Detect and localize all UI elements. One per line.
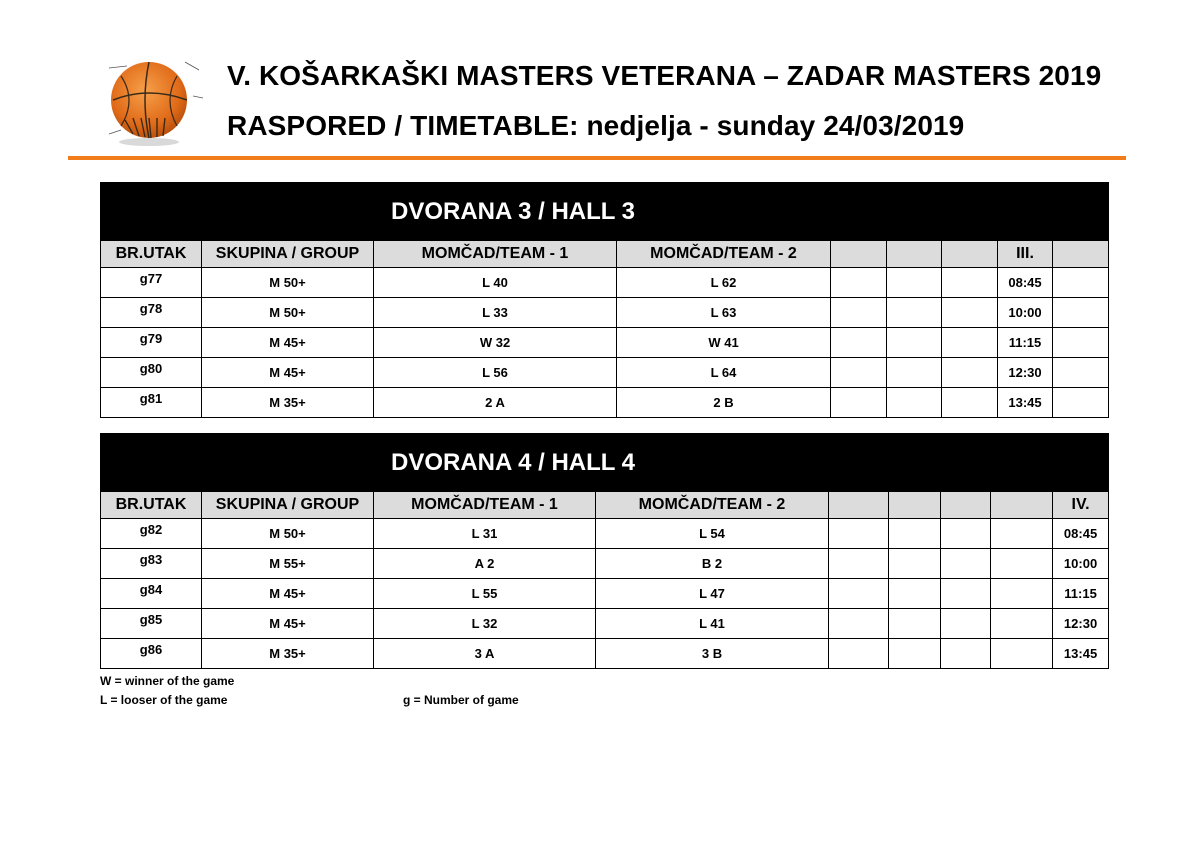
game-number: g77: [101, 268, 202, 298]
blank-cell: [889, 519, 941, 549]
time-cell: 11:15: [1053, 579, 1109, 609]
group-cell: M 45+: [202, 328, 374, 358]
game-number: g80: [101, 358, 202, 388]
blank-cell: [831, 298, 887, 328]
blank-cell: [829, 639, 889, 669]
team2-cell: L 62: [617, 268, 831, 298]
header-blank: [829, 492, 889, 519]
blank-cell: [831, 328, 887, 358]
blank-cell: [831, 268, 887, 298]
blank-cell: [941, 549, 991, 579]
team1-cell: L 31: [374, 519, 596, 549]
blank-cell: [942, 358, 998, 388]
hall4-header-row: [101, 492, 1109, 519]
table-row: [101, 298, 1109, 328]
blank-cell: [829, 579, 889, 609]
header-blank: [991, 492, 1053, 519]
team1-cell: 3 A: [374, 639, 596, 669]
time-cell: 11:15: [998, 328, 1053, 358]
team2-cell: L 41: [596, 609, 829, 639]
team1-cell: W 32: [374, 328, 617, 358]
blank-cell: [829, 549, 889, 579]
group-cell: M 50+: [202, 519, 374, 549]
time-cell: 12:30: [1053, 609, 1109, 639]
blank-cell: [887, 298, 942, 328]
game-number: g84: [101, 579, 202, 609]
blank-cell: [941, 519, 991, 549]
time-cell: 10:00: [998, 298, 1053, 328]
blank-cell: [889, 579, 941, 609]
blank-cell: [991, 639, 1053, 669]
blank-cell: [829, 519, 889, 549]
game-number: g85: [101, 609, 202, 639]
table-row: [101, 268, 1109, 298]
blank-cell: [889, 549, 941, 579]
time-cell: 13:45: [998, 388, 1053, 418]
team2-cell: L 47: [596, 579, 829, 609]
blank-cell: [991, 549, 1053, 579]
header-blank: [942, 241, 998, 268]
header-group: SKUPINA / GROUP: [202, 492, 374, 519]
table-row: [101, 519, 1109, 549]
blank-cell: [941, 609, 991, 639]
group-cell: M 45+: [202, 579, 374, 609]
blank-cell: [889, 639, 941, 669]
team1-cell: 2 A: [374, 388, 617, 418]
blank-cell: [942, 268, 998, 298]
header-team-2: MOMČAD/TEAM - 2: [596, 492, 829, 519]
header-blank: [889, 492, 941, 519]
header-blank: [941, 492, 991, 519]
table-row: [101, 328, 1109, 358]
team2-cell: 3 B: [596, 639, 829, 669]
time-cell: 08:45: [1053, 519, 1109, 549]
blank-cell: [1053, 328, 1109, 358]
team1-cell: L 40: [374, 268, 617, 298]
team2-cell: B 2: [596, 549, 829, 579]
blank-cell: [942, 328, 998, 358]
table-row: [101, 639, 1109, 669]
blank-cell: [889, 609, 941, 639]
header-time: IV.: [1053, 492, 1109, 519]
table-row: [101, 388, 1109, 418]
game-number: g81: [101, 388, 202, 418]
basketball-logo-icon: [107, 56, 203, 148]
header-game-number: BR.UTAK: [101, 492, 202, 519]
legend-game-number: g = Number of game: [403, 693, 519, 707]
team2-cell: L 63: [617, 298, 831, 328]
blank-cell: [941, 579, 991, 609]
blank-cell: [941, 639, 991, 669]
header-group: SKUPINA / GROUP: [202, 241, 374, 268]
time-cell: 13:45: [1053, 639, 1109, 669]
blank-cell: [887, 328, 942, 358]
header-team-2: MOMČAD/TEAM - 2: [617, 241, 831, 268]
hall3-schedule-table: [100, 182, 1109, 418]
header-team-1: MOMČAD/TEAM - 1: [374, 492, 596, 519]
page-subtitle: RASPORED / TIMETABLE: nedjelja - sunday 24/03/2019: [227, 110, 965, 141]
table-row: [101, 579, 1109, 609]
blank-cell: [942, 388, 998, 418]
blank-cell: [991, 519, 1053, 549]
table-row: [101, 358, 1109, 388]
group-cell: M 35+: [202, 388, 374, 418]
legend-looser: L = looser of the game: [100, 693, 228, 707]
hall4-title: DVORANA 4 / HALL 4: [101, 434, 1109, 492]
blank-cell: [887, 268, 942, 298]
header-game-number: BR.UTAK: [101, 241, 202, 268]
page-title: V. KOŠARKAŠKI MASTERS VETERANA – ZADAR MASTERS 2019: [227, 60, 1102, 91]
team1-cell: L 55: [374, 579, 596, 609]
group-cell: M 55+: [202, 549, 374, 579]
blank-cell: [1053, 298, 1109, 328]
game-number: g78: [101, 298, 202, 328]
team2-cell: L 64: [617, 358, 831, 388]
team1-cell: A 2: [374, 549, 596, 579]
header-time: III.: [998, 241, 1053, 268]
blank-cell: [1053, 268, 1109, 298]
team1-cell: L 33: [374, 298, 617, 328]
blank-cell: [831, 358, 887, 388]
header-team-1: MOMČAD/TEAM - 1: [374, 241, 617, 268]
team2-cell: L 54: [596, 519, 829, 549]
group-cell: M 50+: [202, 298, 374, 328]
blank-cell: [1053, 388, 1109, 418]
team2-cell: 2 B: [617, 388, 831, 418]
blank-cell: [829, 609, 889, 639]
hall3-header-row: [101, 241, 1109, 268]
header-blank: [887, 241, 942, 268]
blank-cell: [887, 388, 942, 418]
time-cell: 08:45: [998, 268, 1053, 298]
table-row: [101, 609, 1109, 639]
orange-divider: [68, 156, 1126, 160]
blank-cell: [991, 579, 1053, 609]
group-cell: M 50+: [202, 268, 374, 298]
game-number: g86: [101, 639, 202, 669]
hall4-schedule-table: [100, 433, 1109, 669]
table-row: [101, 549, 1109, 579]
blank-cell: [991, 609, 1053, 639]
group-cell: M 45+: [202, 358, 374, 388]
game-number: g83: [101, 549, 202, 579]
group-cell: M 35+: [202, 639, 374, 669]
hall3-title: DVORANA 3 / HALL 3: [101, 183, 1109, 241]
header-blank: [831, 241, 887, 268]
team1-cell: L 56: [374, 358, 617, 388]
blank-cell: [831, 388, 887, 418]
header-blank: [1053, 241, 1109, 268]
group-cell: M 45+: [202, 609, 374, 639]
game-number: g79: [101, 328, 202, 358]
time-cell: 10:00: [1053, 549, 1109, 579]
team1-cell: L 32: [374, 609, 596, 639]
blank-cell: [942, 298, 998, 328]
blank-cell: [887, 358, 942, 388]
legend-winner: W = winner of the game: [100, 674, 235, 688]
time-cell: 12:30: [998, 358, 1053, 388]
team2-cell: W 41: [617, 328, 831, 358]
game-number: g82: [101, 519, 202, 549]
blank-cell: [1053, 358, 1109, 388]
